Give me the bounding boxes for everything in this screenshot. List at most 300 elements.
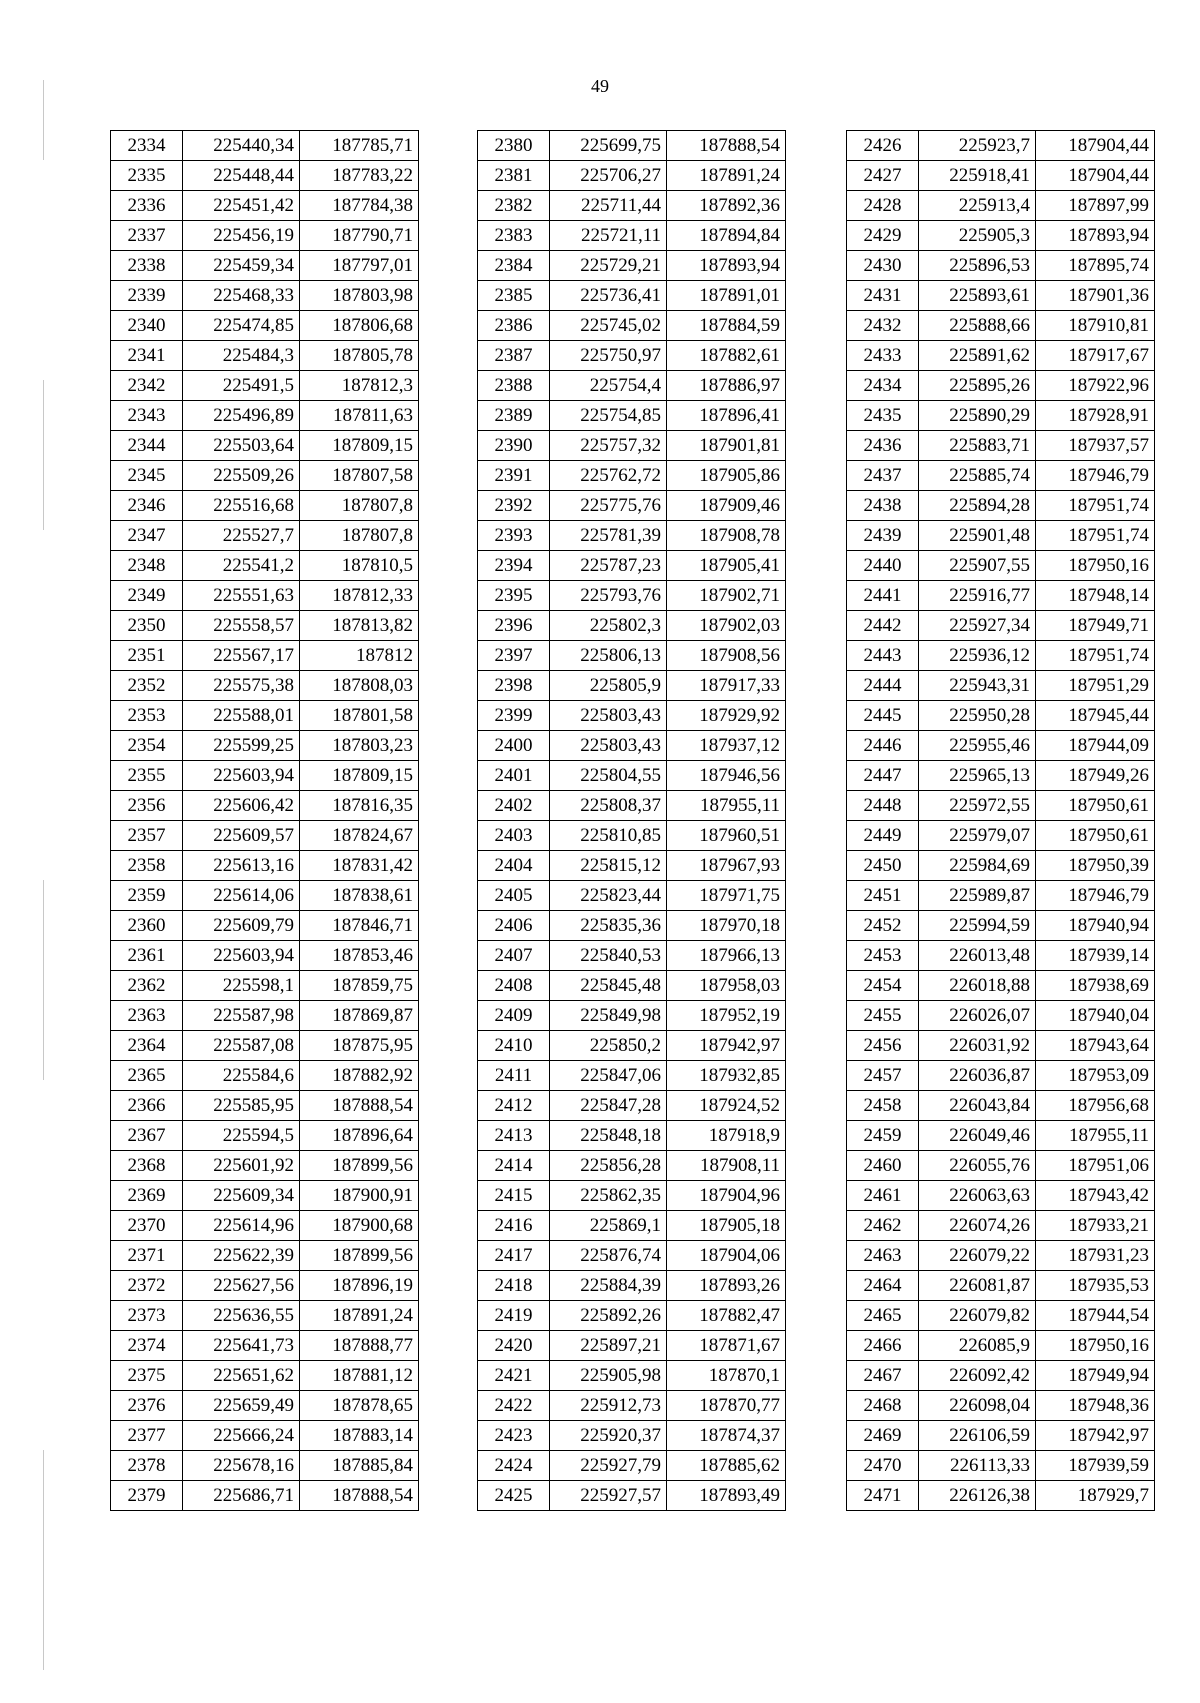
x-coordinate-cell: 225936,12 <box>919 641 1036 671</box>
point-number-cell: 2390 <box>478 431 550 461</box>
y-coordinate-cell: 187812,3 <box>300 371 419 401</box>
table-row <box>478 311 786 341</box>
x-coordinate-cell: 225927,79 <box>550 1451 667 1481</box>
x-coordinate-cell: 225793,76 <box>550 581 667 611</box>
point-number-cell: 2391 <box>478 461 550 491</box>
point-number-cell: 2445 <box>847 701 919 731</box>
x-coordinate-cell: 225918,41 <box>919 161 1036 191</box>
table-row <box>847 1391 1155 1421</box>
x-coordinate-cell: 225994,59 <box>919 911 1036 941</box>
y-coordinate-cell: 187784,38 <box>300 191 419 221</box>
x-coordinate-cell: 225609,34 <box>183 1181 300 1211</box>
table-row <box>478 1181 786 1211</box>
table-row <box>847 1031 1155 1061</box>
x-coordinate-cell: 225651,62 <box>183 1361 300 1391</box>
x-coordinate-cell: 225897,21 <box>550 1331 667 1361</box>
y-coordinate-cell: 187950,16 <box>1036 1331 1155 1361</box>
y-coordinate-cell: 187859,75 <box>300 971 419 1001</box>
table-row <box>847 491 1155 521</box>
coordinate-table-3 <box>846 130 1155 1511</box>
x-coordinate-cell: 225609,57 <box>183 821 300 851</box>
table-row <box>478 281 786 311</box>
point-number-cell: 2381 <box>478 161 550 191</box>
table-row <box>847 161 1155 191</box>
table-row <box>111 671 419 701</box>
point-number-cell: 2413 <box>478 1121 550 1151</box>
table-row <box>111 791 419 821</box>
y-coordinate-cell: 187904,44 <box>1036 131 1155 161</box>
point-number-cell: 2460 <box>847 1151 919 1181</box>
table-row <box>478 401 786 431</box>
point-number-cell: 2367 <box>111 1121 183 1151</box>
y-coordinate-cell: 187967,93 <box>667 851 786 881</box>
y-coordinate-cell: 187870,77 <box>667 1391 786 1421</box>
y-coordinate-cell: 187901,81 <box>667 431 786 461</box>
point-number-cell: 2433 <box>847 341 919 371</box>
y-coordinate-cell: 187937,12 <box>667 731 786 761</box>
y-coordinate-cell: 187945,44 <box>1036 701 1155 731</box>
y-coordinate-cell: 187944,54 <box>1036 1301 1155 1331</box>
y-coordinate-cell: 187949,26 <box>1036 761 1155 791</box>
y-coordinate-cell: 187897,99 <box>1036 191 1155 221</box>
y-coordinate-cell: 187938,69 <box>1036 971 1155 1001</box>
x-coordinate-cell: 225601,92 <box>183 1151 300 1181</box>
table-row <box>847 1151 1155 1181</box>
table-row <box>478 1031 786 1061</box>
x-coordinate-cell: 225847,28 <box>550 1091 667 1121</box>
table-row <box>111 251 419 281</box>
point-number-cell: 2442 <box>847 611 919 641</box>
point-number-cell: 2353 <box>111 701 183 731</box>
y-coordinate-cell: 187812 <box>300 641 419 671</box>
table-row <box>111 551 419 581</box>
table-row <box>847 581 1155 611</box>
point-number-cell: 2361 <box>111 941 183 971</box>
table-row <box>847 251 1155 281</box>
margin-line-top <box>43 80 44 160</box>
table-row <box>111 971 419 1001</box>
point-number-cell: 2360 <box>111 911 183 941</box>
table-row <box>847 281 1155 311</box>
y-coordinate-cell: 187895,74 <box>1036 251 1155 281</box>
point-number-cell: 2410 <box>478 1031 550 1061</box>
point-number-cell: 2377 <box>111 1421 183 1451</box>
y-coordinate-cell: 187917,33 <box>667 671 786 701</box>
point-number-cell: 2434 <box>847 371 919 401</box>
table-row <box>847 131 1155 161</box>
point-number-cell: 2362 <box>111 971 183 1001</box>
y-coordinate-cell: 187888,54 <box>300 1091 419 1121</box>
point-number-cell: 2468 <box>847 1391 919 1421</box>
point-number-cell: 2402 <box>478 791 550 821</box>
table-row <box>847 341 1155 371</box>
table-row <box>478 431 786 461</box>
x-coordinate-cell: 225762,72 <box>550 461 667 491</box>
point-number-cell: 2385 <box>478 281 550 311</box>
point-number-cell: 2449 <box>847 821 919 851</box>
y-coordinate-cell: 187904,06 <box>667 1241 786 1271</box>
y-coordinate-cell: 187966,13 <box>667 941 786 971</box>
table-row <box>111 281 419 311</box>
table-row <box>847 731 1155 761</box>
y-coordinate-cell: 187809,15 <box>300 431 419 461</box>
x-coordinate-cell: 225729,21 <box>550 251 667 281</box>
y-coordinate-cell: 187899,56 <box>300 1241 419 1271</box>
table-row <box>478 1211 786 1241</box>
table-row <box>478 1001 786 1031</box>
y-coordinate-cell: 187900,68 <box>300 1211 419 1241</box>
point-number-cell: 2440 <box>847 551 919 581</box>
x-coordinate-cell: 226043,84 <box>919 1091 1036 1121</box>
point-number-cell: 2358 <box>111 851 183 881</box>
y-coordinate-cell: 187939,14 <box>1036 941 1155 971</box>
table-row <box>847 1091 1155 1121</box>
x-coordinate-cell: 225699,75 <box>550 131 667 161</box>
y-coordinate-cell: 187956,68 <box>1036 1091 1155 1121</box>
point-number-cell: 2357 <box>111 821 183 851</box>
table-row <box>478 461 786 491</box>
margin-line-lower <box>43 880 44 1080</box>
table-row <box>847 1241 1155 1271</box>
x-coordinate-cell: 225895,26 <box>919 371 1036 401</box>
x-coordinate-cell: 226063,63 <box>919 1181 1036 1211</box>
point-number-cell: 2420 <box>478 1331 550 1361</box>
point-number-cell: 2372 <box>111 1271 183 1301</box>
y-coordinate-cell: 187885,84 <box>300 1451 419 1481</box>
x-coordinate-cell: 226126,38 <box>919 1481 1036 1511</box>
point-number-cell: 2363 <box>111 1001 183 1031</box>
x-coordinate-cell: 225850,2 <box>550 1031 667 1061</box>
x-coordinate-cell: 226031,92 <box>919 1031 1036 1061</box>
table-row <box>111 701 419 731</box>
y-coordinate-cell: 187869,87 <box>300 1001 419 1031</box>
x-coordinate-cell: 225927,57 <box>550 1481 667 1511</box>
point-number-cell: 2430 <box>847 251 919 281</box>
x-coordinate-cell: 225884,39 <box>550 1271 667 1301</box>
x-coordinate-cell: 225606,42 <box>183 791 300 821</box>
table-row <box>478 971 786 1001</box>
y-coordinate-cell: 187803,23 <box>300 731 419 761</box>
y-coordinate-cell: 187905,18 <box>667 1211 786 1241</box>
x-coordinate-cell: 226049,46 <box>919 1121 1036 1151</box>
table-row <box>478 1121 786 1151</box>
point-number-cell: 2438 <box>847 491 919 521</box>
table-row <box>111 1121 419 1151</box>
y-coordinate-cell: 187812,33 <box>300 581 419 611</box>
y-coordinate-cell: 187891,24 <box>300 1301 419 1331</box>
margin-line-bottom <box>43 1450 44 1670</box>
y-coordinate-cell: 187948,36 <box>1036 1391 1155 1421</box>
x-coordinate-cell: 225745,02 <box>550 311 667 341</box>
point-number-cell: 2354 <box>111 731 183 761</box>
x-coordinate-cell: 226092,42 <box>919 1361 1036 1391</box>
y-coordinate-cell: 187805,78 <box>300 341 419 371</box>
table-row <box>478 911 786 941</box>
table-row <box>847 1301 1155 1331</box>
table-row <box>111 1211 419 1241</box>
table-row <box>111 1451 419 1481</box>
x-coordinate-cell: 225892,26 <box>550 1301 667 1331</box>
point-number-cell: 2456 <box>847 1031 919 1061</box>
point-number-cell: 2364 <box>111 1031 183 1061</box>
y-coordinate-cell: 187899,56 <box>300 1151 419 1181</box>
x-coordinate-cell: 226081,87 <box>919 1271 1036 1301</box>
y-coordinate-cell: 187811,63 <box>300 401 419 431</box>
y-coordinate-cell: 187929,7 <box>1036 1481 1155 1511</box>
point-number-cell: 2348 <box>111 551 183 581</box>
point-number-cell: 2369 <box>111 1181 183 1211</box>
point-number-cell: 2416 <box>478 1211 550 1241</box>
point-number-cell: 2432 <box>847 311 919 341</box>
x-coordinate-cell: 225585,95 <box>183 1091 300 1121</box>
x-coordinate-cell: 225943,31 <box>919 671 1036 701</box>
margin-line-middle <box>43 380 44 530</box>
point-number-cell: 2373 <box>111 1301 183 1331</box>
x-coordinate-cell: 225613,16 <box>183 851 300 881</box>
x-coordinate-cell: 225588,01 <box>183 701 300 731</box>
y-coordinate-cell: 187886,97 <box>667 371 786 401</box>
x-coordinate-cell: 225558,57 <box>183 611 300 641</box>
y-coordinate-cell: 187951,74 <box>1036 521 1155 551</box>
table-row <box>478 521 786 551</box>
table-row <box>478 701 786 731</box>
table-row <box>478 251 786 281</box>
table-row <box>478 191 786 221</box>
point-number-cell: 2463 <box>847 1241 919 1271</box>
y-coordinate-cell: 187949,71 <box>1036 611 1155 641</box>
x-coordinate-cell: 225808,37 <box>550 791 667 821</box>
y-coordinate-cell: 187924,52 <box>667 1091 786 1121</box>
point-number-cell: 2470 <box>847 1451 919 1481</box>
point-number-cell: 2418 <box>478 1271 550 1301</box>
y-coordinate-cell: 187870,1 <box>667 1361 786 1391</box>
y-coordinate-cell: 187900,91 <box>300 1181 419 1211</box>
y-coordinate-cell: 187806,68 <box>300 311 419 341</box>
y-coordinate-cell: 187931,23 <box>1036 1241 1155 1271</box>
table-row <box>478 821 786 851</box>
x-coordinate-cell: 225641,73 <box>183 1331 300 1361</box>
y-coordinate-cell: 187922,96 <box>1036 371 1155 401</box>
table-row <box>478 131 786 161</box>
x-coordinate-cell: 226113,33 <box>919 1451 1036 1481</box>
x-coordinate-cell: 225711,44 <box>550 191 667 221</box>
point-number-cell: 2428 <box>847 191 919 221</box>
point-number-cell: 2383 <box>478 221 550 251</box>
table-row <box>847 1211 1155 1241</box>
y-coordinate-cell: 187971,75 <box>667 881 786 911</box>
y-coordinate-cell: 187948,14 <box>1036 581 1155 611</box>
table-row <box>111 1061 419 1091</box>
table-row <box>111 221 419 251</box>
table-row <box>478 1331 786 1361</box>
y-coordinate-cell: 187874,37 <box>667 1421 786 1451</box>
y-coordinate-cell: 187896,41 <box>667 401 786 431</box>
x-coordinate-cell: 225901,48 <box>919 521 1036 551</box>
y-coordinate-cell: 187882,92 <box>300 1061 419 1091</box>
table-row <box>111 521 419 551</box>
table-row <box>847 521 1155 551</box>
table-row <box>478 1301 786 1331</box>
x-coordinate-cell: 225509,26 <box>183 461 300 491</box>
x-coordinate-cell: 225912,73 <box>550 1391 667 1421</box>
x-coordinate-cell: 226074,26 <box>919 1211 1036 1241</box>
y-coordinate-cell: 187952,19 <box>667 1001 786 1031</box>
x-coordinate-cell: 225659,49 <box>183 1391 300 1421</box>
y-coordinate-cell: 187893,26 <box>667 1271 786 1301</box>
table-row <box>111 371 419 401</box>
table-row <box>478 1391 786 1421</box>
table-row <box>847 821 1155 851</box>
x-coordinate-cell: 225614,06 <box>183 881 300 911</box>
point-number-cell: 2419 <box>478 1301 550 1331</box>
point-number-cell: 2459 <box>847 1121 919 1151</box>
x-coordinate-cell: 225609,79 <box>183 911 300 941</box>
table-row <box>847 761 1155 791</box>
y-coordinate-cell: 187909,46 <box>667 491 786 521</box>
y-coordinate-cell: 187904,44 <box>1036 161 1155 191</box>
y-coordinate-cell: 187946,79 <box>1036 881 1155 911</box>
table-row <box>847 941 1155 971</box>
y-coordinate-cell: 187888,54 <box>300 1481 419 1511</box>
x-coordinate-cell: 225916,77 <box>919 581 1036 611</box>
point-number-cell: 2439 <box>847 521 919 551</box>
y-coordinate-cell: 187891,01 <box>667 281 786 311</box>
y-coordinate-cell: 187891,24 <box>667 161 786 191</box>
point-number-cell: 2404 <box>478 851 550 881</box>
point-number-cell: 2359 <box>111 881 183 911</box>
page-number: 49 <box>591 76 609 96</box>
point-number-cell: 2408 <box>478 971 550 1001</box>
y-coordinate-cell: 187801,58 <box>300 701 419 731</box>
x-coordinate-cell: 225598,1 <box>183 971 300 1001</box>
x-coordinate-cell: 225636,55 <box>183 1301 300 1331</box>
table-row <box>111 491 419 521</box>
point-number-cell: 2400 <box>478 731 550 761</box>
y-coordinate-cell: 187875,95 <box>300 1031 419 1061</box>
x-coordinate-cell: 225459,34 <box>183 251 300 281</box>
table-row <box>847 611 1155 641</box>
y-coordinate-cell: 187893,94 <box>1036 221 1155 251</box>
y-coordinate-cell: 187937,57 <box>1036 431 1155 461</box>
y-coordinate-cell: 187932,85 <box>667 1061 786 1091</box>
x-coordinate-cell: 225927,34 <box>919 611 1036 641</box>
y-coordinate-cell: 187871,67 <box>667 1331 786 1361</box>
table-row <box>111 461 419 491</box>
x-coordinate-cell: 225891,62 <box>919 341 1036 371</box>
table-row <box>111 401 419 431</box>
x-coordinate-cell: 226036,87 <box>919 1061 1036 1091</box>
y-coordinate-cell: 187946,79 <box>1036 461 1155 491</box>
table-row <box>111 761 419 791</box>
x-coordinate-cell: 226079,82 <box>919 1301 1036 1331</box>
table-row <box>847 911 1155 941</box>
point-number-cell: 2374 <box>111 1331 183 1361</box>
y-coordinate-cell: 187958,03 <box>667 971 786 1001</box>
table-row <box>478 581 786 611</box>
y-coordinate-cell: 187881,12 <box>300 1361 419 1391</box>
point-number-cell: 2462 <box>847 1211 919 1241</box>
table-row <box>478 731 786 761</box>
y-coordinate-cell: 187809,15 <box>300 761 419 791</box>
y-coordinate-cell: 187807,8 <box>300 521 419 551</box>
y-coordinate-cell: 187970,18 <box>667 911 786 941</box>
x-coordinate-cell: 225907,55 <box>919 551 1036 581</box>
table-row <box>847 1061 1155 1091</box>
table-row <box>478 221 786 251</box>
y-coordinate-cell: 187951,74 <box>1036 491 1155 521</box>
point-number-cell: 2338 <box>111 251 183 281</box>
y-coordinate-cell: 187929,92 <box>667 701 786 731</box>
table-row <box>478 611 786 641</box>
table-row <box>111 191 419 221</box>
point-number-cell: 2341 <box>111 341 183 371</box>
y-coordinate-cell: 187902,71 <box>667 581 786 611</box>
x-coordinate-cell: 225706,27 <box>550 161 667 191</box>
y-coordinate-cell: 187878,65 <box>300 1391 419 1421</box>
x-coordinate-cell: 225965,13 <box>919 761 1036 791</box>
x-coordinate-cell: 225594,5 <box>183 1121 300 1151</box>
x-coordinate-cell: 225869,1 <box>550 1211 667 1241</box>
x-coordinate-cell: 225627,56 <box>183 1271 300 1301</box>
point-number-cell: 2464 <box>847 1271 919 1301</box>
point-number-cell: 2423 <box>478 1421 550 1451</box>
y-coordinate-cell: 187905,41 <box>667 551 786 581</box>
table-row <box>111 311 419 341</box>
table-row <box>111 1241 419 1271</box>
point-number-cell: 2394 <box>478 551 550 581</box>
y-coordinate-cell: 187813,82 <box>300 611 419 641</box>
y-coordinate-cell: 187939,59 <box>1036 1451 1155 1481</box>
table-row <box>111 1301 419 1331</box>
point-number-cell: 2392 <box>478 491 550 521</box>
x-coordinate-cell: 225736,41 <box>550 281 667 311</box>
y-coordinate-cell: 187808,03 <box>300 671 419 701</box>
table-row <box>478 1091 786 1121</box>
point-number-cell: 2409 <box>478 1001 550 1031</box>
table-row <box>478 1421 786 1451</box>
point-number-cell: 2380 <box>478 131 550 161</box>
table-row <box>111 881 419 911</box>
table-row <box>478 1061 786 1091</box>
y-coordinate-cell: 187910,81 <box>1036 311 1155 341</box>
y-coordinate-cell: 187918,9 <box>667 1121 786 1151</box>
y-coordinate-cell: 187950,61 <box>1036 791 1155 821</box>
x-coordinate-cell: 225972,55 <box>919 791 1036 821</box>
x-coordinate-cell: 225848,18 <box>550 1121 667 1151</box>
point-number-cell: 2352 <box>111 671 183 701</box>
point-number-cell: 2365 <box>111 1061 183 1091</box>
x-coordinate-cell: 226085,9 <box>919 1331 1036 1361</box>
point-number-cell: 2437 <box>847 461 919 491</box>
table-row <box>478 1241 786 1271</box>
y-coordinate-cell: 187951,06 <box>1036 1151 1155 1181</box>
y-coordinate-cell: 187951,74 <box>1036 641 1155 671</box>
table-row <box>847 1181 1155 1211</box>
x-coordinate-cell: 225721,11 <box>550 221 667 251</box>
x-coordinate-cell: 225847,06 <box>550 1061 667 1091</box>
table-row <box>847 851 1155 881</box>
table-row <box>478 1481 786 1511</box>
point-number-cell: 2378 <box>111 1451 183 1481</box>
x-coordinate-cell: 225894,28 <box>919 491 1036 521</box>
point-number-cell: 2424 <box>478 1451 550 1481</box>
point-number-cell: 2450 <box>847 851 919 881</box>
table-row <box>111 641 419 671</box>
point-number-cell: 2351 <box>111 641 183 671</box>
table-row <box>111 1361 419 1391</box>
y-coordinate-cell: 187888,54 <box>667 131 786 161</box>
x-coordinate-cell: 225775,76 <box>550 491 667 521</box>
